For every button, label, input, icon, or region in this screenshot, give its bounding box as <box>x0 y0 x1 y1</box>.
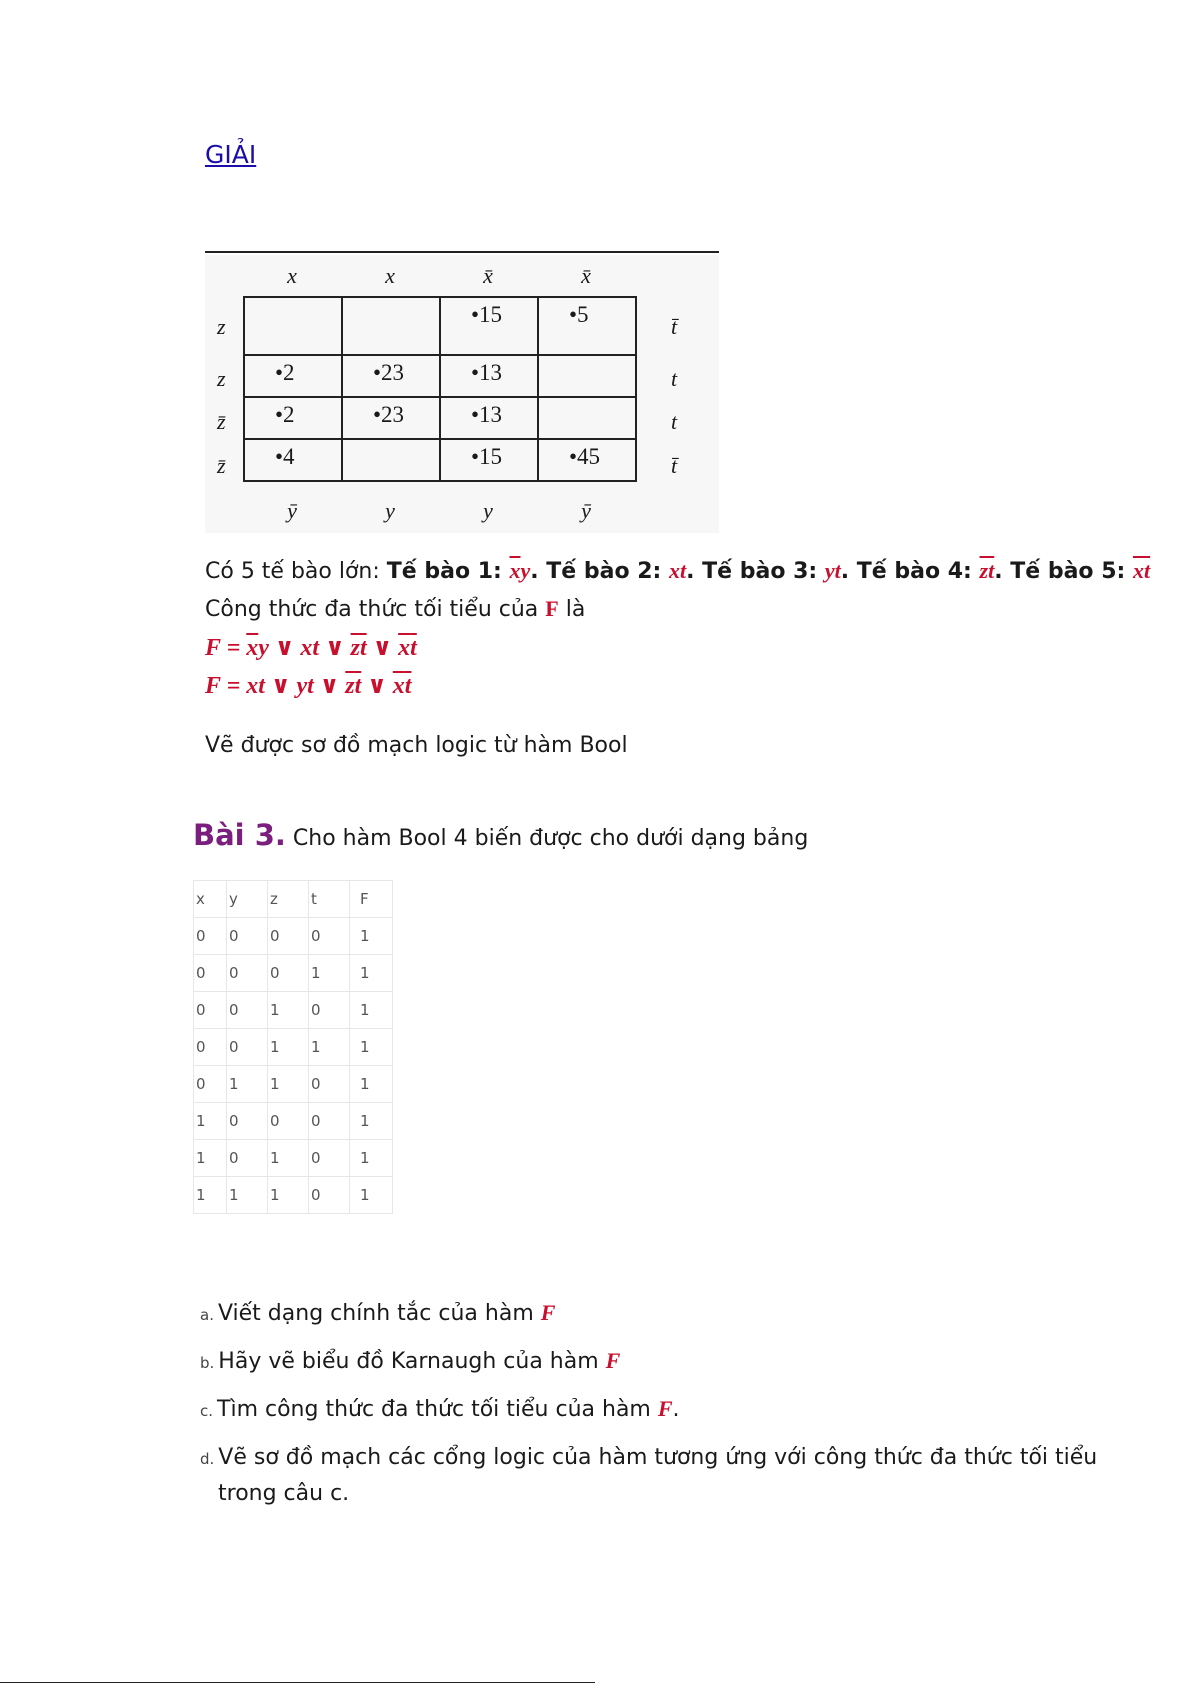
cell-2-expr: xt <box>669 558 687 583</box>
kmap-row-label: z <box>217 314 226 339</box>
cell-3-expr: yt <box>824 558 841 583</box>
truth-table-row: 0 0 0 0 1 <box>194 918 393 955</box>
kmap-cell <box>538 355 636 397</box>
truth-table-row: 1 1 1 0 1 <box>194 1177 393 1214</box>
kmap-row-label: z <box>217 366 226 391</box>
kmap-cell <box>244 297 342 355</box>
kmap-col-header: x <box>385 263 395 288</box>
draw-circuit-text: Vẽ được sơ đồ mạch logic từ hàm Bool <box>205 733 628 758</box>
cell-3-label: . Tế bào 3: <box>686 559 825 584</box>
karnaugh-map <box>205 255 719 533</box>
kmap-cell: •23 <box>342 355 440 397</box>
question-a: a. Viết dạng chính tắc của hàm F <box>200 1300 556 1326</box>
kmap-right-label: t <box>671 366 678 391</box>
kmap-cell: •23 <box>342 397 440 439</box>
solution-heading-link[interactable]: GIẢI <box>205 140 257 169</box>
truth-table-header-row: x y z t F <box>194 881 393 918</box>
kmap-right-label: t̄ <box>671 453 678 478</box>
truth-table-row: 0 0 0 1 1 <box>194 955 393 992</box>
kmap-row-label: z̄ <box>217 409 226 434</box>
cell-5-label: . Tế bào 5: <box>994 559 1133 584</box>
cell-4-label: . Tế bào 4: <box>840 559 980 584</box>
question-d: d. Vẽ sơ đồ mạch các cổng logic của hàm tương ứng với công thức đa thức tối tiểu <box>200 1445 1098 1470</box>
kmap-bottom-label: ȳ <box>287 498 297 523</box>
truth-table-row: 0 0 1 1 1 <box>194 1029 393 1066</box>
kmap-grid <box>243 296 637 482</box>
question-d-continuation: trong câu c. <box>218 1481 350 1506</box>
cell-2-label: . Tế bào 2: <box>530 559 670 584</box>
question-b: b. Hãy vẽ biểu đồ Karnaugh của hàm F <box>200 1348 621 1374</box>
kmap-cell: •13 <box>440 397 538 439</box>
truth-table <box>193 880 393 1214</box>
kmap-bottom-label: y <box>385 498 395 523</box>
kmap-col-header: x̄ <box>581 263 591 288</box>
kmap-row-label: z̄ <box>217 453 226 478</box>
kmap-cell <box>538 397 636 439</box>
kmap-cell: •15 <box>440 439 538 481</box>
truth-table-row: 1 0 0 0 1 <box>194 1103 393 1140</box>
kmap-cell: •2 <box>244 355 342 397</box>
kmap-right-label: t <box>671 409 678 434</box>
cell-5-expr: $\overline{xt}$ <box>1132 558 1151 583</box>
cell-1-label: Tế bào 1: <box>386 559 510 584</box>
kmap-col-header: x̄ <box>483 263 493 288</box>
formula-2: F = xt ∨ yt ∨ $\overline{z}\overline{t}$ ∨ $\overline{x}\overline{t}$ <box>205 673 412 699</box>
question-c: c. Tìm công thức đa thức tối tiểu của hàm F. <box>200 1396 680 1422</box>
truth-table-row: 0 0 1 0 1 <box>194 992 393 1029</box>
kmap-cell: •5 <box>538 297 636 355</box>
function-f-symbol: F <box>545 596 559 621</box>
large-cells-line <box>205 558 1150 584</box>
large-cells-intro: Có 5 tế bào lớn: <box>205 559 387 584</box>
kmap-cell <box>342 297 440 355</box>
cell-1-expr: $\overline{x}y$ <box>509 558 531 583</box>
kmap-cell: •13 <box>440 355 538 397</box>
kmap-bottom-label: y <box>483 498 493 523</box>
kmap-cell: •15 <box>440 297 538 355</box>
kmap-cell: •45 <box>538 439 636 481</box>
bottom-divider <box>0 1682 595 1683</box>
kmap-right-label: t̄ <box>671 314 678 339</box>
exercise-3-title: Bài 3. Cho hàm Bool 4 biến được cho dưới dạng bảng <box>193 818 809 852</box>
formula-intro: Công thức đa thức tối tiểu của F là <box>205 596 586 622</box>
kmap-col-header: x <box>287 263 297 288</box>
kmap-cell: •4 <box>244 439 342 481</box>
truth-table-row: 0 1 1 0 1 <box>194 1066 393 1103</box>
top-divider <box>205 251 719 253</box>
kmap-cell <box>342 439 440 481</box>
cell-4-expr: $\overline{zt}$ <box>979 558 995 583</box>
kmap-cell: •2 <box>244 397 342 439</box>
kmap-bottom-label: ȳ <box>581 498 591 523</box>
truth-table-row: 1 0 1 0 1 <box>194 1140 393 1177</box>
formula-1: $F = \overline{x}y$ ∨ xt ∨ $\overline{z}\overline{t}$ ∨ $\overline{x}\overline{t}$ <box>205 635 417 661</box>
